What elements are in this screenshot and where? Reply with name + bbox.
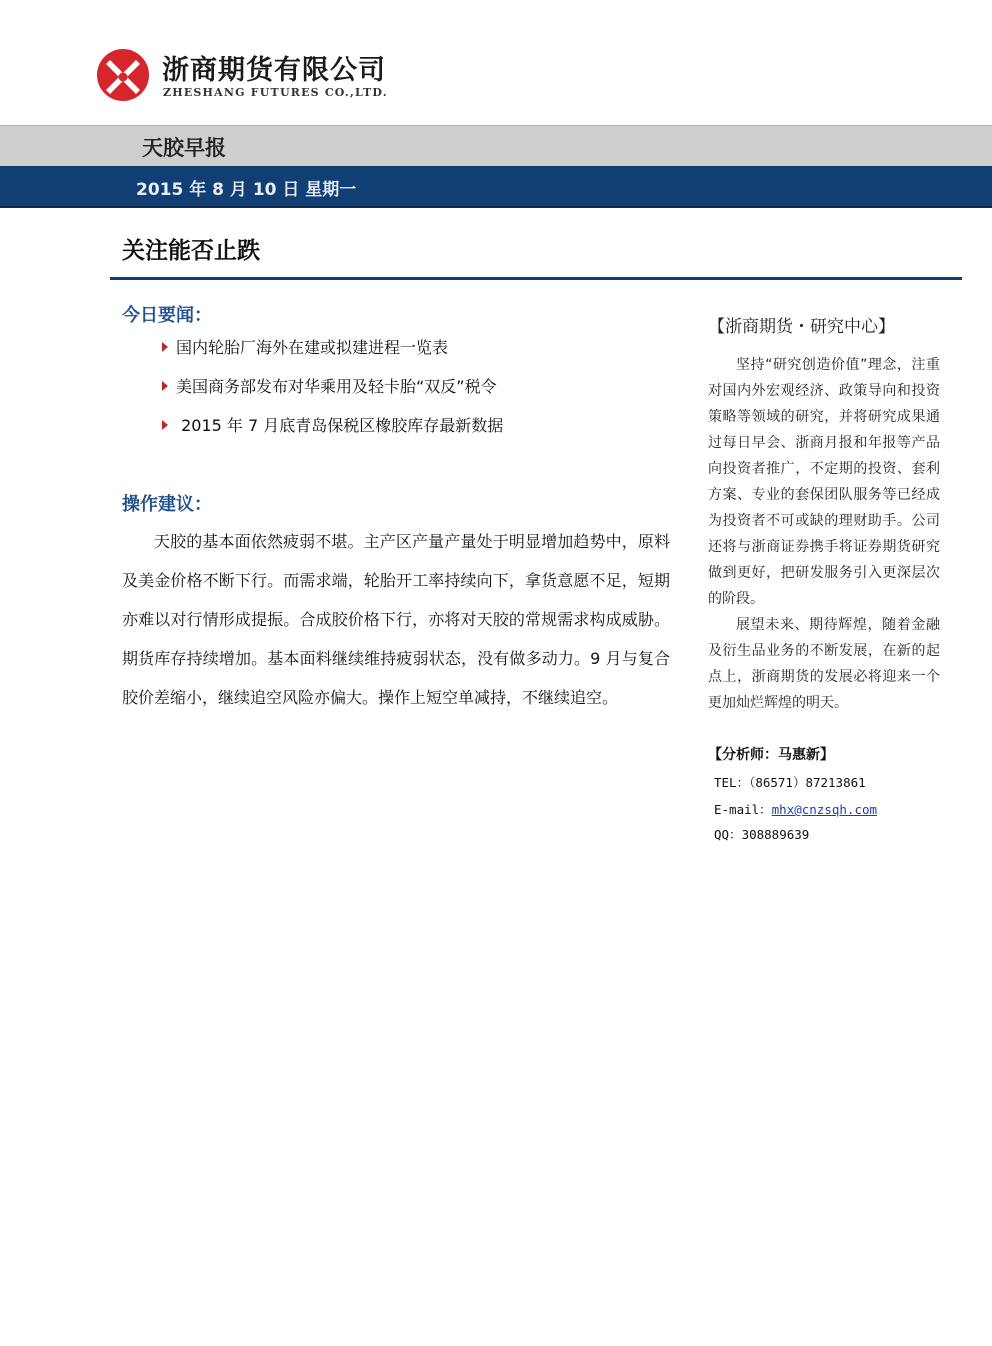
company-name-cn: 浙商期货有限公司 — [162, 55, 386, 86]
tel-value: （86571）87213861 — [749, 775, 866, 790]
news-section-title: 今日要闻： — [122, 305, 212, 326]
news-item-text: 国内轮胎厂海外在建或拟建进程一览表 — [176, 338, 449, 357]
headline-divider — [110, 277, 962, 280]
report-title: 天胶早报 — [142, 136, 226, 160]
news-item — [162, 374, 497, 397]
news-item-text: 2015 年 7 月底青岛保税区橡胶库存最新数据 — [176, 416, 504, 435]
company-name-en: ZHESHANG FUTURES CO.,LTD. — [163, 86, 388, 99]
qq-label: QQ： — [714, 827, 742, 842]
company-logo — [96, 46, 386, 106]
tel-label: TEL： — [714, 775, 750, 790]
contact-tel — [714, 773, 866, 791]
advice-section-title: 操作建议： — [122, 494, 212, 515]
email-label: E-mail： — [714, 802, 772, 817]
news-item-text: 美国商务部发布对华乘用及轻卡胎“双反”税令 — [176, 377, 497, 396]
contact-qq — [714, 825, 809, 843]
analyst-name: 【分析师：马惠新】 — [708, 747, 834, 763]
advice-paragraph: 天胶的基本面依然疲弱不堪。主产区产量产量处于明显增加趋势中，原料及美金价格不断下行。而需求端，轮胎开工率持续向下，拿货意愿不足，短期亦难以对行情形成提振。合成胶价格下行，亦将对天胶的常规需求构成威胁。期货库存持续增加。基本面料继续维持疲弱状态，没有做多动力。9 月与复合胶价差缩小，继续追空风险亦偏大。操作上短空单减持，不继续追空。 — [122, 532, 670, 707]
advice-body — [122, 522, 670, 717]
report-title-band — [0, 125, 992, 167]
sidebar-title: 【浙商期货・研究中心】 — [708, 317, 895, 337]
contact-email — [714, 800, 877, 818]
news-item — [162, 413, 503, 436]
date-band — [0, 166, 992, 208]
headline: 关注能否止跌 — [122, 238, 260, 264]
sidebar-paragraph-1: 坚持“研究创造价值”理念，注重对国内外宏观经济、政策导向和投资策略等领域的研究，并将研究成果通过每日早会、浙商月报和年报等产品向投资者推广，不定期的投资、套利方案、专业的套保团队服务等已经成为投资者不可或缺的理财助手。公司还将与浙商证券携手将证券期货研究做到更好，把研发服务引入更深层次的阶段。 — [708, 357, 940, 607]
sidebar-paragraph-2: 展望未来、期待辉煌，随着金融及衍生品业务的不断发展，在新的起点上，浙商期货的发展必将迎来一个更加灿烂辉煌的明天。 — [708, 617, 940, 711]
zheshang-logo-icon — [96, 48, 150, 102]
news-item — [162, 335, 448, 358]
report-date: 2015 年 8 月 10 日 星期一 — [136, 180, 357, 200]
email-link[interactable]: mhx@cnzsqh.com — [771, 802, 878, 817]
bullet-arrow-icon — [162, 342, 168, 352]
qq-value: 308889639 — [741, 827, 810, 842]
bullet-arrow-icon — [162, 420, 168, 430]
bullet-arrow-icon — [162, 381, 168, 391]
